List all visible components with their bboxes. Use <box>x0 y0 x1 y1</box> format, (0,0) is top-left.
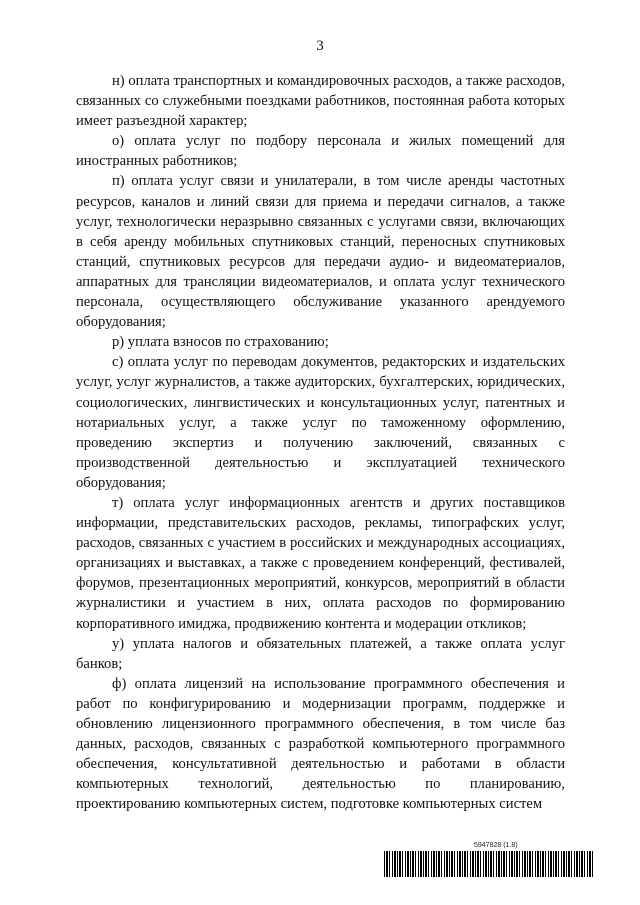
paragraph-n: н) оплата транспортных и командировочных расходов, а также расходов, связанных со служебными поездками работников, постоянная работа которых имеет разъездной характер; <box>76 73 565 130</box>
paragraph-f: ф) оплата лицензий на использование программного обеспечения и работ по конфигурированию и модернизации программ, поддержке и обновлению лицензионного программного обеспечения, в том числе баз данных, расходов, связанных с разработкой компьютерного программного обеспечения, консультативной деятельностью и работами в области компьютерных технологий, деятельностью по планированию, проектированию компьютерных систем, подготовке компьютерных систем <box>76 675 565 813</box>
paragraph-s: с) оплата услуг по переводам документов, редакторских и издательских услуг, услуг журналистов, а также аудиторских, бухгалтерских, юридических, социологических, лингвистических и консультационных услуг, патентных и нотариальных услуг, а также услуг по таможенному оформлению, проведению экспертиз и получению заключений, связанных с производственной деятельностью и эксплуатацией технического оборудования; <box>76 354 565 491</box>
barcode-icon <box>384 851 594 877</box>
paragraph-r: р) уплата взносов по страхованию; <box>112 334 329 351</box>
paragraph-o: о) оплата услуг по подбору персонала и жилых помещений для иностранных работников; <box>76 133 565 170</box>
document-body <box>76 71 565 814</box>
page-number: 3 <box>316 38 324 54</box>
barcode-id: 5947828 (1.8) <box>474 842 518 849</box>
paragraph-t: т) оплата услуг информационных агентств и других поставщиков информации, представительских расходов, рекламы, типографских услуг, расходов, связанных с участием в российских и международных ассоциациях, организациях и выставках, а также с проведением конференций, фестивалей, форумов, презентационных мероприятий, конкурсов, мероприятий в области журналистики и участием в них, оплата расходов по формированию корпоративного имиджа, продвижению контента и модерации откликов; <box>76 494 565 632</box>
paragraph-u: у) уплата налогов и обязательных платежей, а также оплата услуг банков; <box>76 635 565 672</box>
barcode-block <box>384 842 594 878</box>
paragraph-p: п) оплата услуг связи и унилатерали, в том числе аренды частотных ресурсов, каналов и линий связи для приема и передачи сигналов, а также услуг, технологически неразрывно связанных с услугами связи, включающих в себя аренду мобильных спутниковых станций, переносных спутниковых станций, спутниковых ресурсов для передачи аудио- и видеоматериалов, аппаратных для трансляции видеоматериалов, и оплата услуг технического персонала, осуществляющего обслуживание указанного арендуемого оборудования; <box>76 173 565 331</box>
